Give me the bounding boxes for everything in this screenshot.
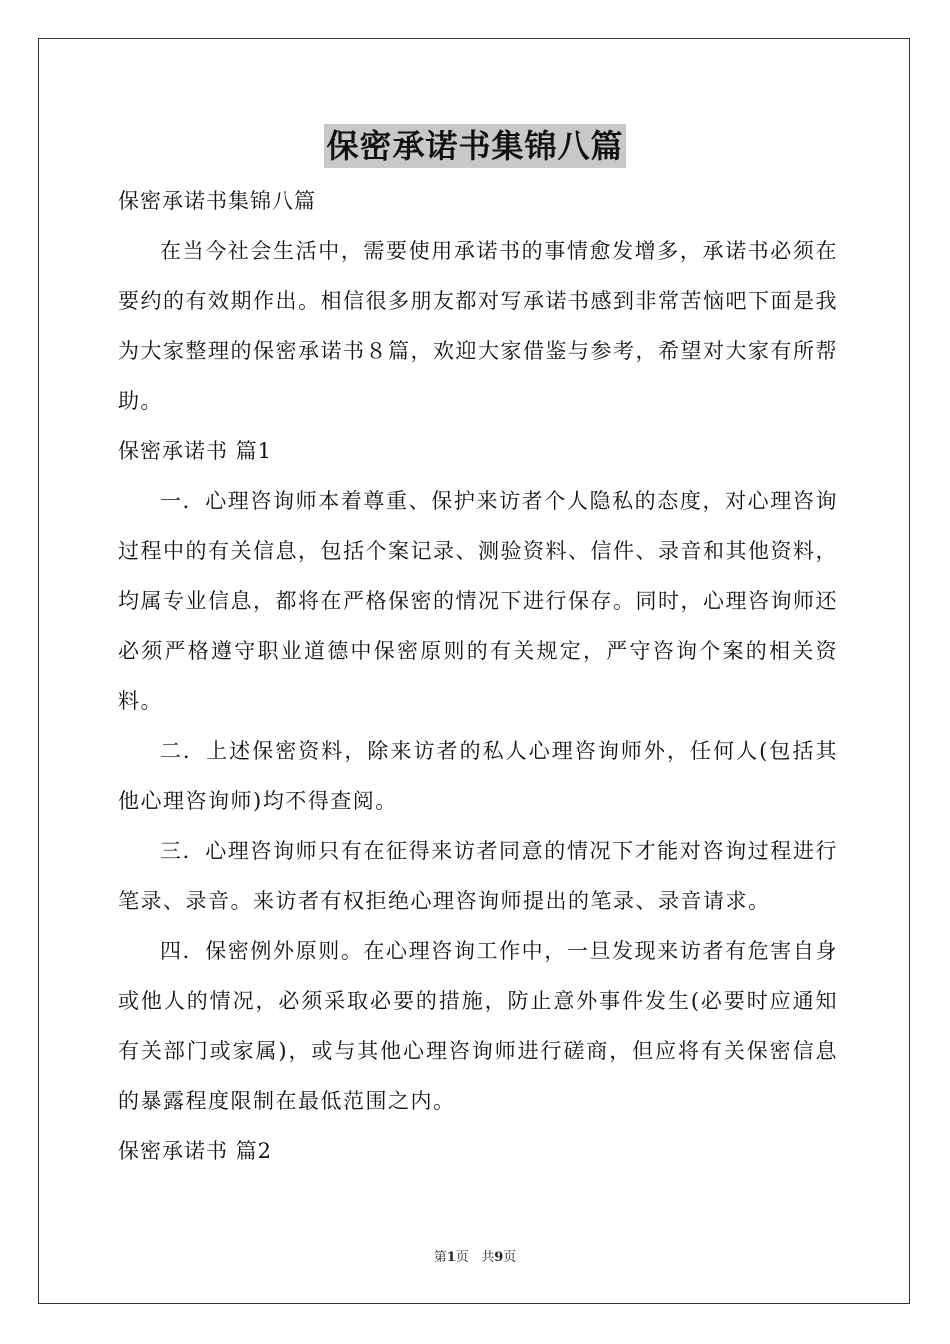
section-2-heading: 保密承诺书 篇2 [118,1139,273,1163]
total-pages: 9 [494,1250,504,1265]
section-1-paragraph-3: 三．心理咨询师只有在征得来访者同意的情况下才能对咨询过程进行笔录、录音。来访者有权拒绝心理咨询师提出的笔录、录音请求。 [118,839,838,913]
intro-paragraph: 在当今社会生活中，需要使用承诺书的事情愈发增多，承诺书必须在要约的有效期作出。相信很多朋友都对写承诺书感到非常苦恼吧下面是我为大家整理的保密承诺书８篇，欢迎大家借鉴与参考，希望对大家有所帮助。 [118,239,838,413]
section-1-paragraph-4: 四．保密例外原则。在心理咨询工作中，一旦发现来访者有危害自身或他人的情况，必须采取必要的措施，防止意外事件发生(必要时应通知有关部门或家属)，或与其他心理咨询师进行磋商，但应将有关保密信息的暴露程度限制在最低范围之内。 [118,939,838,1113]
page-prefix: 第 [433,1250,447,1265]
document-subtitle: 保密承诺书集锦八篇 [118,189,316,213]
section-1-paragraph-1: 一．心理咨询师本着尊重、保护来访者个人隐私的态度，对心理咨询过程中的有关信息，包括个案记录、测验资料、信件、录音和其他资料，均属专业信息，都将在严格保密的情况下进行保存。同时，心理咨询师还必须严格遵守职业道德中保密原则的有关规定，严守咨询个案的相关资料。 [118,489,838,713]
page-number: 1 [446,1250,456,1265]
section-1-paragraph-2: 二．上述保密资料，除来访者的私人心理咨询师外，任何人(包括其他心理咨询师)均不得查阅。 [118,739,838,813]
total-suffix: 页 [503,1250,517,1265]
document-title: 保密承诺书集锦八篇 [324,124,625,168]
page-footer [0,1246,950,1265]
total-prefix: 共 [481,1250,495,1265]
section-1-heading: 保密承诺书 篇1 [118,439,273,463]
title-container [0,124,950,168]
page-suffix: 页 [455,1250,469,1265]
document-body [118,176,838,1176]
